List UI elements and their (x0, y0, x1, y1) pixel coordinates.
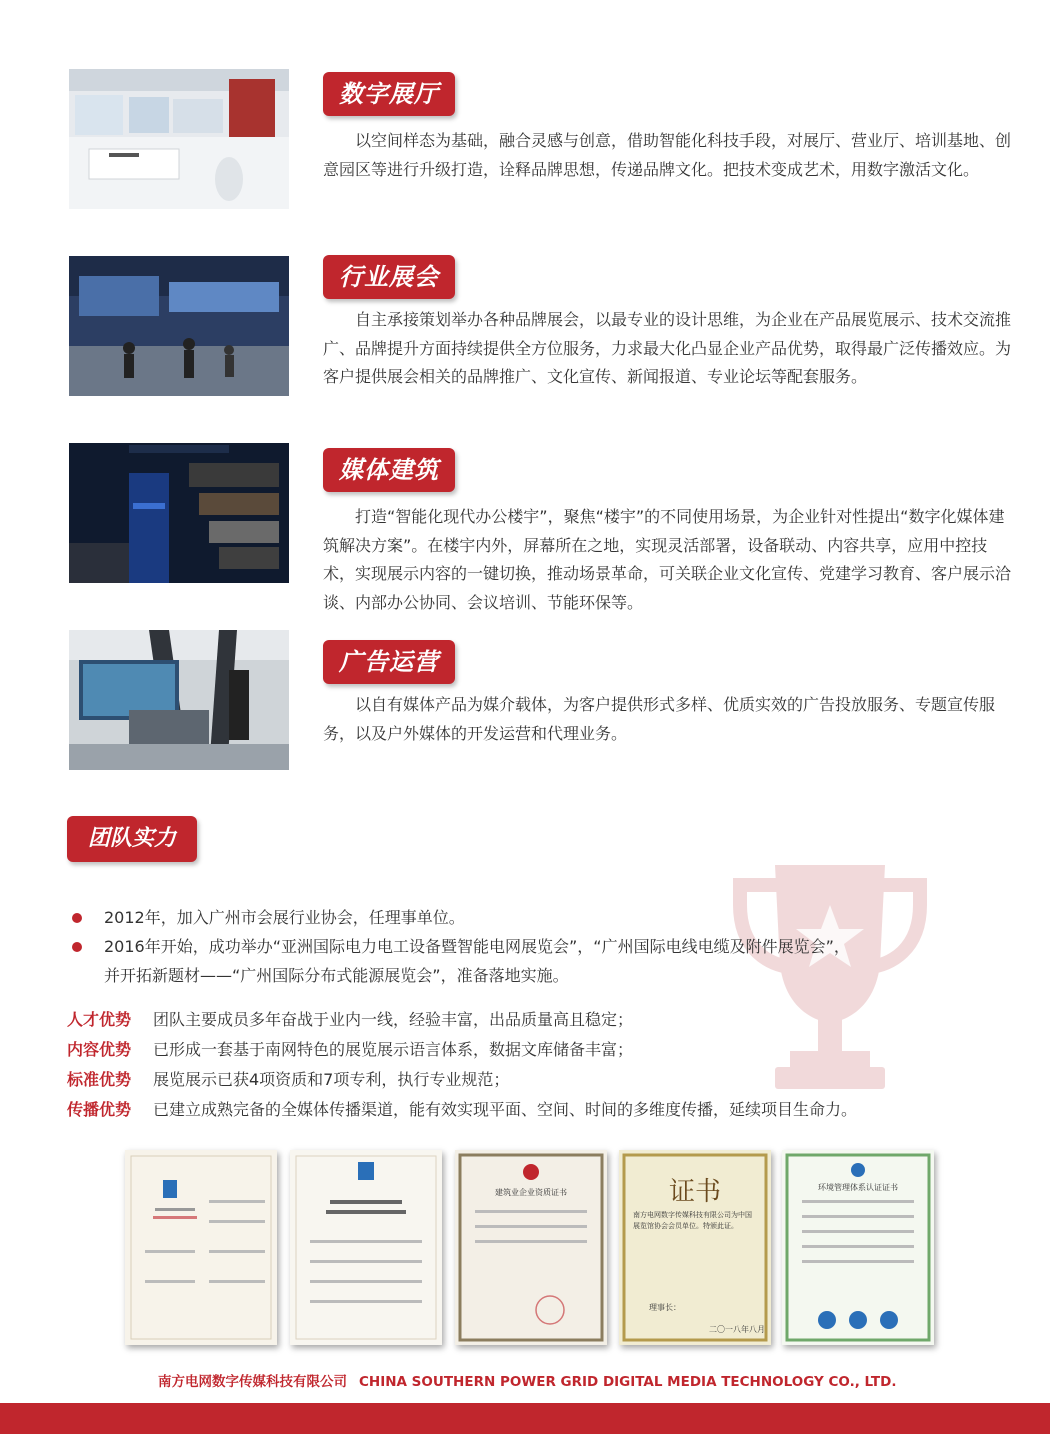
certificate-1 (125, 1150, 277, 1345)
certificate-5 (782, 1150, 934, 1345)
advantage-label: 标准优势 (67, 1070, 132, 1089)
service-text-exhibition: 自主承接策划举办各种品牌展会，以最专业的设计思维，为企业在产品展览展示、技术交流推广、品牌提升方面持续提供全方位服务，力求最大化凸显企业产品优势，取得最广泛传播效应。为客户提供展会相关的品牌推广、文化宣传、新闻报道、专业论坛等配套服务。 (323, 310, 1012, 386)
footer-bar (0, 1403, 1050, 1434)
advantage-label: 人才优势 (67, 1010, 132, 1029)
exhibition-photo (69, 256, 289, 396)
footer-company (158, 1370, 896, 1390)
certificate-3-title: 建筑业企业资质证书 (495, 1188, 567, 1197)
advantage-text: 展览展示已获4项资质和7项专利，执行专业规范； (153, 1070, 510, 1089)
list-item-continuation: 并开拓新题材——“广州国际分布式能源展览会”，准备落地实施。 (104, 966, 569, 985)
bullet-dot-icon (72, 913, 82, 923)
service-text-advertising: 以自有媒体产品为媒介载体，为客户提供形式多样、优质实效的广告投放服务、专题宣传服务，以及户外媒体的开发运营和代理业务。 (323, 695, 996, 743)
list-item: 2016年开始，成功举办“亚洲国际电力电工设备暨智能电网展览会”，“广州国际电线电缆及附件展览会”， (72, 932, 972, 961)
service-title-exhibition: 行业展会 (323, 255, 455, 299)
service-title-advertising: 广告运营 (323, 640, 455, 684)
service-title-digital-hall: 数字展厅 (323, 72, 455, 116)
service-text-media-building: 打造“智能化现代办公楼宇”，聚焦“楼宇”的不同使用场景，为企业针对性提出“数字化媒体建筑解决方案”。在楼宇内外，屏幕所在之地，实现灵活部署，设备联动、内容共享，应用中控技术，实现展示内容的一键切换，推动场景革命，可关联企业文化宣传、党建学习教育、客户展示洽谈、内部办公协同、会议培训、节能环保等。 (323, 507, 1012, 612)
advantage-text: 已形成一套基于南网特色的展览展示语言体系，数据文库储备丰富； (153, 1040, 634, 1059)
advantage-label: 内容优势 (67, 1040, 132, 1059)
advantage-standard (67, 1065, 1007, 1095)
certificate-2 (290, 1150, 442, 1345)
service-title-media-building: 媒体建筑 (323, 448, 455, 492)
certificate-4-title: 证书 (668, 1177, 722, 1207)
advantage-text: 团队主要成员多年奋战于业内一线，经验丰富，出品质量高且稳定； (153, 1010, 634, 1029)
certificate-4-date: 二〇一八年八月 (709, 1325, 765, 1334)
advantages-list (67, 1005, 1007, 1125)
advantage-label: 传播优势 (67, 1100, 132, 1119)
certificate-4-body: 南方电网数字传媒科技有限公司为中国展览馆协会会员单位。特颁此证。 (633, 1211, 752, 1230)
certificate-3 (455, 1150, 607, 1345)
team-strength-title: 团队实力 (67, 816, 197, 862)
footer-company-cn: 南方电网数字传媒科技有限公司 (158, 1374, 347, 1390)
certificate-4-signature: 理事长： (649, 1303, 681, 1312)
certificate-4 (619, 1150, 771, 1345)
certificate-5-title: 环境管理体系认证证书 (818, 1183, 898, 1192)
list-item: 2012年，加入广州市会展行业协会，任理事单位。 (72, 903, 972, 932)
advantage-talent (67, 1005, 1007, 1035)
advantage-content (67, 1035, 1007, 1065)
advantage-text: 已建立成熟完备的全媒体传播渠道，能有效实现平面、空间、时间的多维度传播，延续项目生命力。 (153, 1100, 858, 1119)
bullet-dot-icon (72, 942, 82, 952)
footer-company-en: CHINA SOUTHERN POWER GRID DIGITAL MEDIA TECHNOLOGY CO., LTD. (359, 1374, 897, 1390)
digital-hall-photo (69, 69, 289, 209)
team-bullets (72, 903, 972, 990)
advertising-photo (69, 630, 289, 770)
media-building-photo (69, 443, 289, 583)
advantage-communication (67, 1095, 1007, 1125)
service-text-digital-hall: 以空间样态为基础，融合灵感与创意，借助智能化科技手段，对展厅、营业厅、培训基地、创意园区等进行升级打造，诠释品牌思想，传递品牌文化。把技术变成艺术，用数字激活文化。 (323, 131, 1012, 179)
